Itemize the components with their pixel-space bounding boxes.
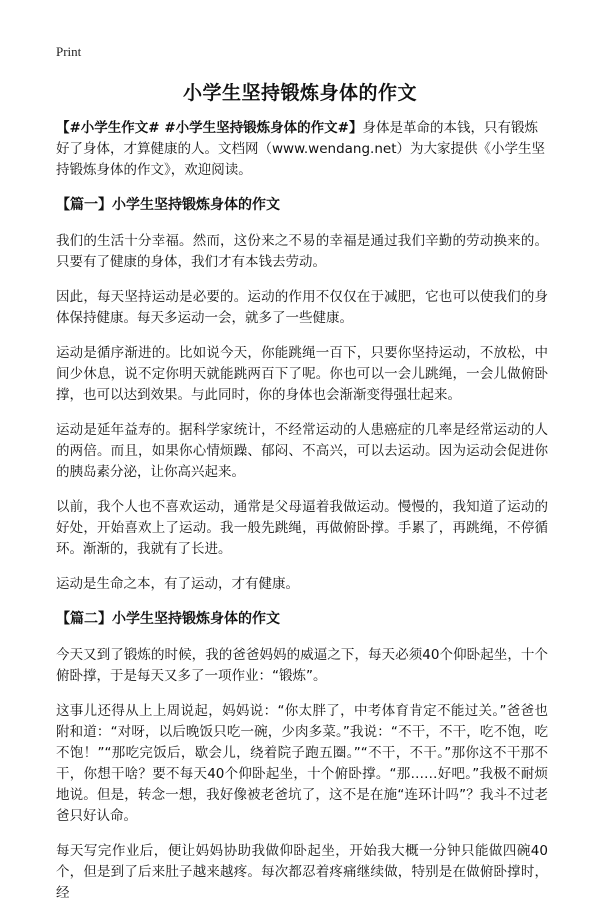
intro-tags: 【#小学生作文# #小学生坚持锻炼身体的作文#】 [56,120,363,136]
site-link[interactable]: www.wendang.net [272,141,397,157]
section-heading: 【篇一】小学生坚持锻炼身体的作文 [56,197,280,213]
paragraph: 运动是生命之本，有了运动，才有健康。 [56,576,299,592]
paragraph: 运动是延年益寿的。据科学家统计，不经常运动的人患癌症的几率是经常运动的人的两倍。而且，如果你心情烦躁、郁闷、不高兴，可以去运动。因为运动会促进你的胰岛素分泌，让你高兴起来。 [56,422,548,480]
paragraph: 我们的生活十分幸福。然而，这份来之不易的幸福是通过我们辛勤的劳动换来的。只要有了健康的身体，我们才有本钱去劳动。 [56,233,548,270]
paragraph: 以前，我个人也不喜欢运动，通常是父母逼着我做运动。慢慢的，我知道了运动的好处，开始喜欢上了运动。我一般先跳绳，再做俯卧撑。手累了，再跳绳，不停循环。渐渐的，我就有了长进。 [56,499,548,557]
print-link[interactable]: Print [56,44,82,59]
paragraph: 每天写完作业后，便让妈妈协助我做仰卧起坐，开始我大概一分钟只能做四碗40个，但是到了后来肚子越来越疼。每次都忍着疼痛继续做，特别是在做俯卧撑时，经 [56,843,548,901]
paragraph: 今天又到了锻炼的时候，我的爸爸妈妈的威逼之下，每天必须40个仰卧起坐，十个俯卧撑，于是每天又多了一项作业：“锻炼”。 [56,647,548,684]
article-body [56,118,548,918]
paragraph: 因此，每天坚持运动是必要的。运动的作用不仅仅在于减肥，它也可以使我们的身体保持健康。每天多运动一会，就多了一些健康。 [56,289,548,326]
intro-text: 身体是革命的本钱，只有锻炼好了身体，才算健康的人。文档网（ [56,120,538,157]
paragraph: 这事儿还得从上上周说起，妈妈说：“你太胖了，中考体育肯定不能过关。”爸爸也附和道：“对呀，以后晚饭只吃一碗，少肉多菜。”我说：“不干，不干，吃不饱，吃不饱！”“那吃完饭后，歇会儿，绕着院子跑五圈。”“不干，不干。”那你这不干那不干，你想干啥？要不每天40个仰卧起坐，十个俯卧撑。“那……好吧。”我极不耐烦地说。但是，转念一想，我好像被老爸坑了，这不是在施“连环计吗”？我斗不过老爸只好认命。 [56,703,548,824]
section-heading: 【篇二】小学生坚持锻炼身体的作文 [56,611,280,627]
paragraph: 运动是循序渐进的。比如说今天，你能跳绳一百下，只要你坚持运动，不放松，中间少休息，说不定你明天就能跳两百下了呢。你也可以一会儿跳绳，一会儿做俯卧撑，也可以达到效果。与此同时，你的身体也会渐渐变得强壮起来。 [56,345,548,403]
intro-paragraph [56,118,548,181]
page-title: 小学生坚持锻炼身体的作文 [182,82,417,104]
intro-text-end: ）为大家提供《小学生坚持锻炼身体的作文》，欢迎阅读。 [56,141,545,178]
